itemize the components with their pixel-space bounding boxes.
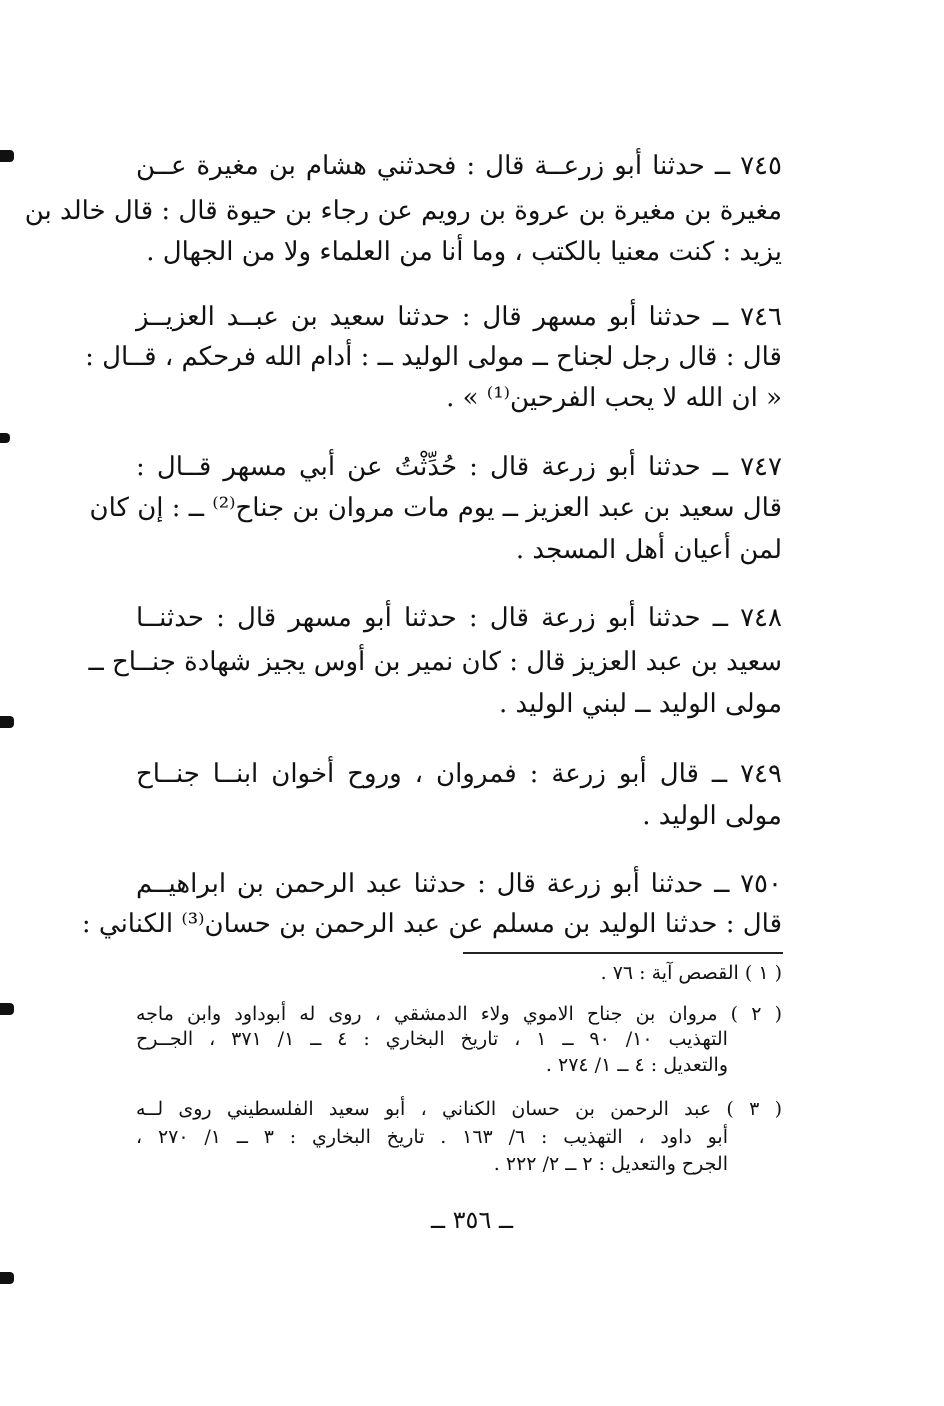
binding-mark — [0, 150, 14, 162]
page-number: ــ ٣٥٦ ــ — [430, 1206, 514, 1234]
entry-748-line-2: سعيد بن عبد العزيز قال : كان نمير بن أوس يجيز شهادة جنــاح ــ — [88, 647, 782, 677]
footnote-separator — [463, 952, 783, 954]
footnote-2-line-1: ( ٢ ) مروان بن جناح الاموي ولاء الدمشقي ، روى له أبوداود وابن ماجه — [136, 1003, 782, 1025]
entry-749-line-2: مولى الوليد . — [642, 801, 782, 831]
footnote-1: ( ١ ) القصص آية : ٧٦ . — [600, 962, 782, 984]
entry-746-line-1: ٧٤٦ ــ حدثنا أبو مسهر قال : حدثنا سعيد بن عبــد العزيــز — [136, 302, 782, 332]
entry-750-line-1: ٧٥٠ ــ حدثنا أبو زرعة قال : حدثنا عبد الرحمن بن ابراهيــم — [136, 869, 782, 899]
entry-746-line-2: قال : قال رجل لجناح ــ مولى الوليد ــ : أدام الله فرحكم ، قــال : — [85, 342, 782, 372]
footnote-3-line-3: الجرح والتعديل : ٢ ــ ٢/ ٢٢٢ . — [493, 1153, 728, 1175]
entry-745-line-3: يزيد : كنت معنيا بالكتب ، وما أنا من العلماء ولا من الجهال . — [146, 237, 782, 267]
entry-748-line-1: ٧٤٨ ــ حدثنا أبو زرعة قال : حدثنا أبو مسهر قال : حدثنــا — [136, 603, 782, 633]
entry-747-line-2: قال سعيد بن عبد العزيز ــ يوم مات مروان بن جناح⁽²⁾ ــ : إن كان — [89, 493, 782, 523]
entry-749-line-1: ٧٤٩ ــ قال أبو زرعة : فمروان ، وروح أخوان ابنــا جنــاح — [136, 759, 782, 789]
entry-745-line-2: مغيرة بن مغيرة بن عروة بن رويم عن رجاء بن حيوة قال : قال خالد بن — [24, 196, 782, 226]
binding-mark — [0, 1003, 14, 1015]
footnote-3-line-2: أبو داود ، التهذيب : ٦/ ١٦٣ . تاريخ البخاري : ٣ ــ ١/ ٢٧٠ ، — [136, 1126, 728, 1148]
entry-747-line-3: لمن أعيان أهل المسجد . — [515, 535, 782, 565]
entry-746-line-3: « ان الله لا يحب الفرحين⁽¹⁾ » . — [446, 383, 782, 413]
binding-mark — [0, 1272, 14, 1284]
binding-mark — [0, 433, 10, 443]
footnote-3-line-1: ( ٣ ) عبد الرحمن بن حسان الكناني ، أبو سعيد الفلسطيني روى لــه — [136, 1098, 782, 1120]
footnote-2-line-3: والتعديل : ٤ ــ ١/ ٢٧٤ . — [545, 1054, 728, 1076]
entry-747-line-1: ٧٤٧ ــ حدثنا أبو زرعة قال : حُدِّثْتُ عن أبي مسهر قــال : — [136, 452, 782, 482]
entry-748-line-3: مولى الوليد ــ لبني الوليد . — [498, 689, 782, 719]
footnote-2-line-2: التهذيب ١٠/ ٩٠ ــ ١ ، تاريخ البخاري : ٤ ــ ١/ ٣٧١ ، الجــرح — [136, 1028, 728, 1050]
entry-745-line-1: ٧٤٥ ــ حدثنا أبو زرعــة قال : فحدثني هشام بن مغيرة عــن — [136, 151, 782, 181]
binding-mark — [0, 716, 14, 728]
entry-750-line-2: قال : حدثنا الوليد بن مسلم عن عبد الرحمن بن حسان⁽³⁾ الكناني : — [81, 909, 782, 939]
